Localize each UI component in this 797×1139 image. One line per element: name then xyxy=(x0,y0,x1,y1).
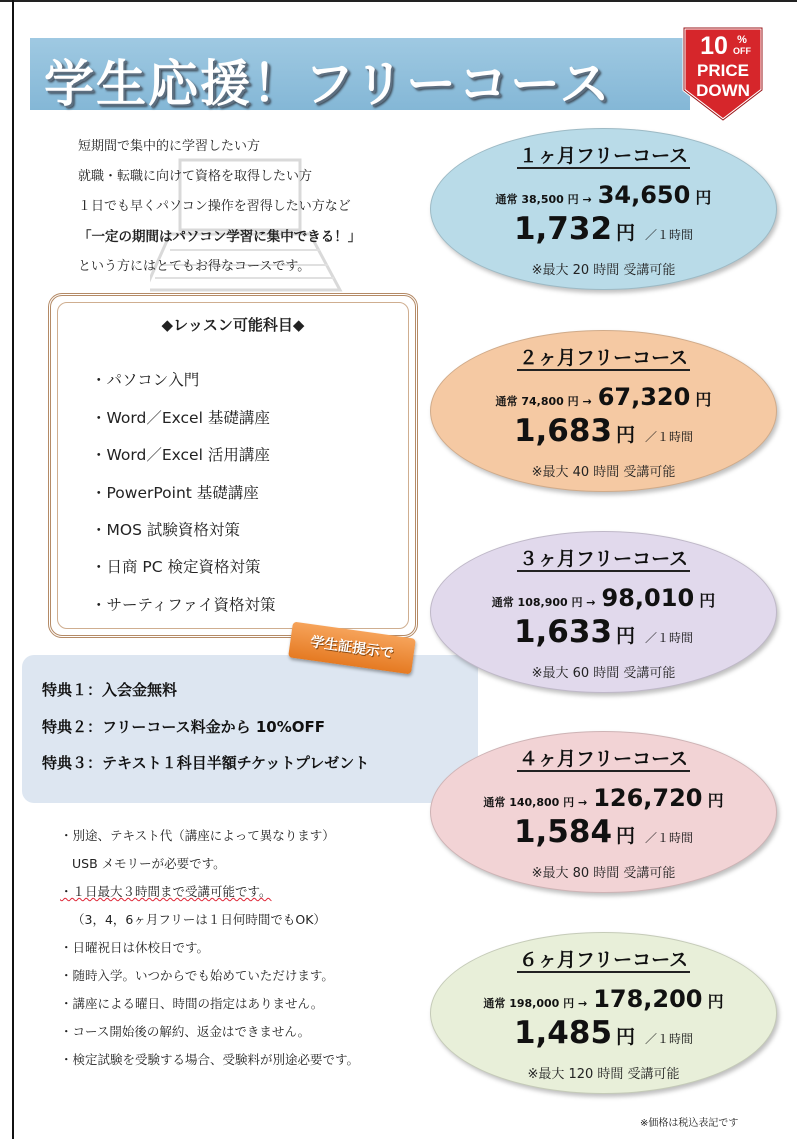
hour-limit: ※最大 60 時間 受講可能 xyxy=(531,666,676,681)
sale-price: 34,650 xyxy=(597,181,691,209)
subject-item: ・MOS 試験資格対策 xyxy=(91,521,240,539)
per-hour: ／１時間 xyxy=(645,1032,694,1046)
hourly-yen: 円 xyxy=(616,424,636,446)
course-1-month xyxy=(430,128,777,290)
subject-item: ・Word／Excel 基礎講座 xyxy=(91,409,270,427)
sale-yen: 円 xyxy=(695,188,712,207)
page-title: 学生応援！フリーコース xyxy=(44,55,612,113)
top-rule xyxy=(0,0,797,2)
course-name: ６ヶ月フリーコース xyxy=(518,949,689,971)
hourly-price: 1,633 xyxy=(513,614,613,650)
hourly-yen: 円 xyxy=(616,625,636,647)
per-hour: ／１時間 xyxy=(645,228,694,242)
regular-price: 通常 38,500 円 → xyxy=(495,193,592,206)
sale-price: 98,010 xyxy=(601,584,695,612)
per-hour: ／１時間 xyxy=(645,430,694,444)
hourly-yen: 円 xyxy=(616,222,636,244)
intro-line: 短期間で集中的に学習したい方 xyxy=(78,139,261,154)
course-name: ４ヶ月フリーコース xyxy=(518,748,689,770)
regular-price: 通常 140,800 円 → xyxy=(483,796,588,809)
hour-limit: ※最大 120 時間 受講可能 xyxy=(527,1067,680,1082)
subject-item: ・パソコン入門 xyxy=(91,371,200,389)
regular-price: 通常 198,000 円 → xyxy=(483,997,588,1010)
hour-limit: ※最大 20 時間 受講可能 xyxy=(531,263,676,278)
course-4-month xyxy=(430,731,777,893)
sale-price: 126,720 xyxy=(593,784,703,812)
course-6-month xyxy=(430,932,777,1094)
course-2-month xyxy=(430,330,777,492)
benefit-item: 特典２：フリーコース料金から 10%OFF xyxy=(42,718,326,736)
hour-limit: ※最大 80 時間 受講可能 xyxy=(531,866,676,881)
sale-yen: 円 xyxy=(695,390,712,409)
note-item: ・随時入学。いつからでも始めていただけます。 xyxy=(60,968,334,983)
hourly-price: 1,485 xyxy=(513,1015,613,1051)
note-item: ・１日最大３時間まで受講可能です。 xyxy=(60,884,272,899)
sale-yen: 円 xyxy=(707,992,724,1011)
course-3-month xyxy=(430,531,777,693)
badge-down: DOWN xyxy=(696,81,750,100)
subjects-title: ◆レッスン可能科目◆ xyxy=(161,316,305,334)
hourly-price: 1,683 xyxy=(513,413,613,449)
course-name: ３ヶ月フリーコース xyxy=(518,548,689,570)
student-id-tag: 学生証提示で xyxy=(288,622,416,675)
per-hour: ／１時間 xyxy=(645,631,694,645)
note-item: ・講座による曜日、時間の指定はありません。 xyxy=(60,996,324,1011)
note-item: （3，4，6ヶ月フリーは１日何時間でもOK） xyxy=(72,912,326,927)
subject-item: ・PowerPoint 基礎講座 xyxy=(91,484,259,502)
benefit-item: 特典３：テキスト１科目半額チケットプレゼント xyxy=(42,754,370,772)
note-item: ・コース開始後の解約、返金はできません。 xyxy=(60,1024,311,1039)
intro-line: 就職・転職に向けて資格を取得したい方 xyxy=(78,169,313,184)
badge-number: 10 xyxy=(700,32,728,60)
hourly-price: 1,732 xyxy=(513,211,613,247)
hourly-yen: 円 xyxy=(616,825,636,847)
note-item: ・検定試験を受験する場合、受験料が別途必要です。 xyxy=(60,1052,360,1067)
subject-item: ・Word／Excel 活用講座 xyxy=(91,446,270,464)
price-down-badge-icon xyxy=(678,24,768,124)
per-hour: ／１時間 xyxy=(645,831,694,845)
sale-price: 178,200 xyxy=(593,985,703,1013)
note-item: ・別途、テキスト代（講座によって異なります） xyxy=(60,828,335,843)
badge-off: OFF xyxy=(733,46,751,56)
course-name: １ヶ月フリーコース xyxy=(518,145,689,167)
note-item: USB メモリーが必要です。 xyxy=(72,856,226,871)
sale-yen: 円 xyxy=(699,591,716,610)
sale-price: 67,320 xyxy=(597,383,691,411)
sale-yen: 円 xyxy=(707,791,724,810)
benefits-box xyxy=(22,655,478,803)
course-name: ２ヶ月フリーコース xyxy=(518,347,689,369)
left-rule xyxy=(12,0,14,1139)
intro-line: １日でも早くパソコン操作を習得したい方など xyxy=(78,199,351,214)
regular-price: 通常 74,800 円 → xyxy=(495,395,592,408)
tax-note: ※価格は税込表記です xyxy=(640,1118,739,1129)
benefit-item: 特典１：入会金無料 xyxy=(42,681,178,699)
subject-item: ・日商 PC 検定資格対策 xyxy=(91,558,261,576)
intro-highlight: 「一定の期間はパソコン学習に集中できる！」 xyxy=(78,229,362,245)
hour-limit: ※最大 40 時間 受講可能 xyxy=(531,465,676,480)
badge-percent: % xyxy=(737,34,747,46)
regular-price: 通常 108,900 円 → xyxy=(491,596,596,609)
hourly-yen: 円 xyxy=(616,1026,636,1048)
subjects-frame xyxy=(48,293,418,638)
intro-text xyxy=(78,132,438,282)
badge-price: PRICE xyxy=(697,61,749,80)
hourly-price: 1,584 xyxy=(513,814,613,850)
notes-list xyxy=(60,822,440,1074)
intro-line: という方にはとてもお得なコースです。 xyxy=(78,259,311,274)
note-item: ・日曜祝日は休校日です。 xyxy=(60,940,210,955)
subject-item: ・サーティファイ資格対策 xyxy=(91,596,276,614)
